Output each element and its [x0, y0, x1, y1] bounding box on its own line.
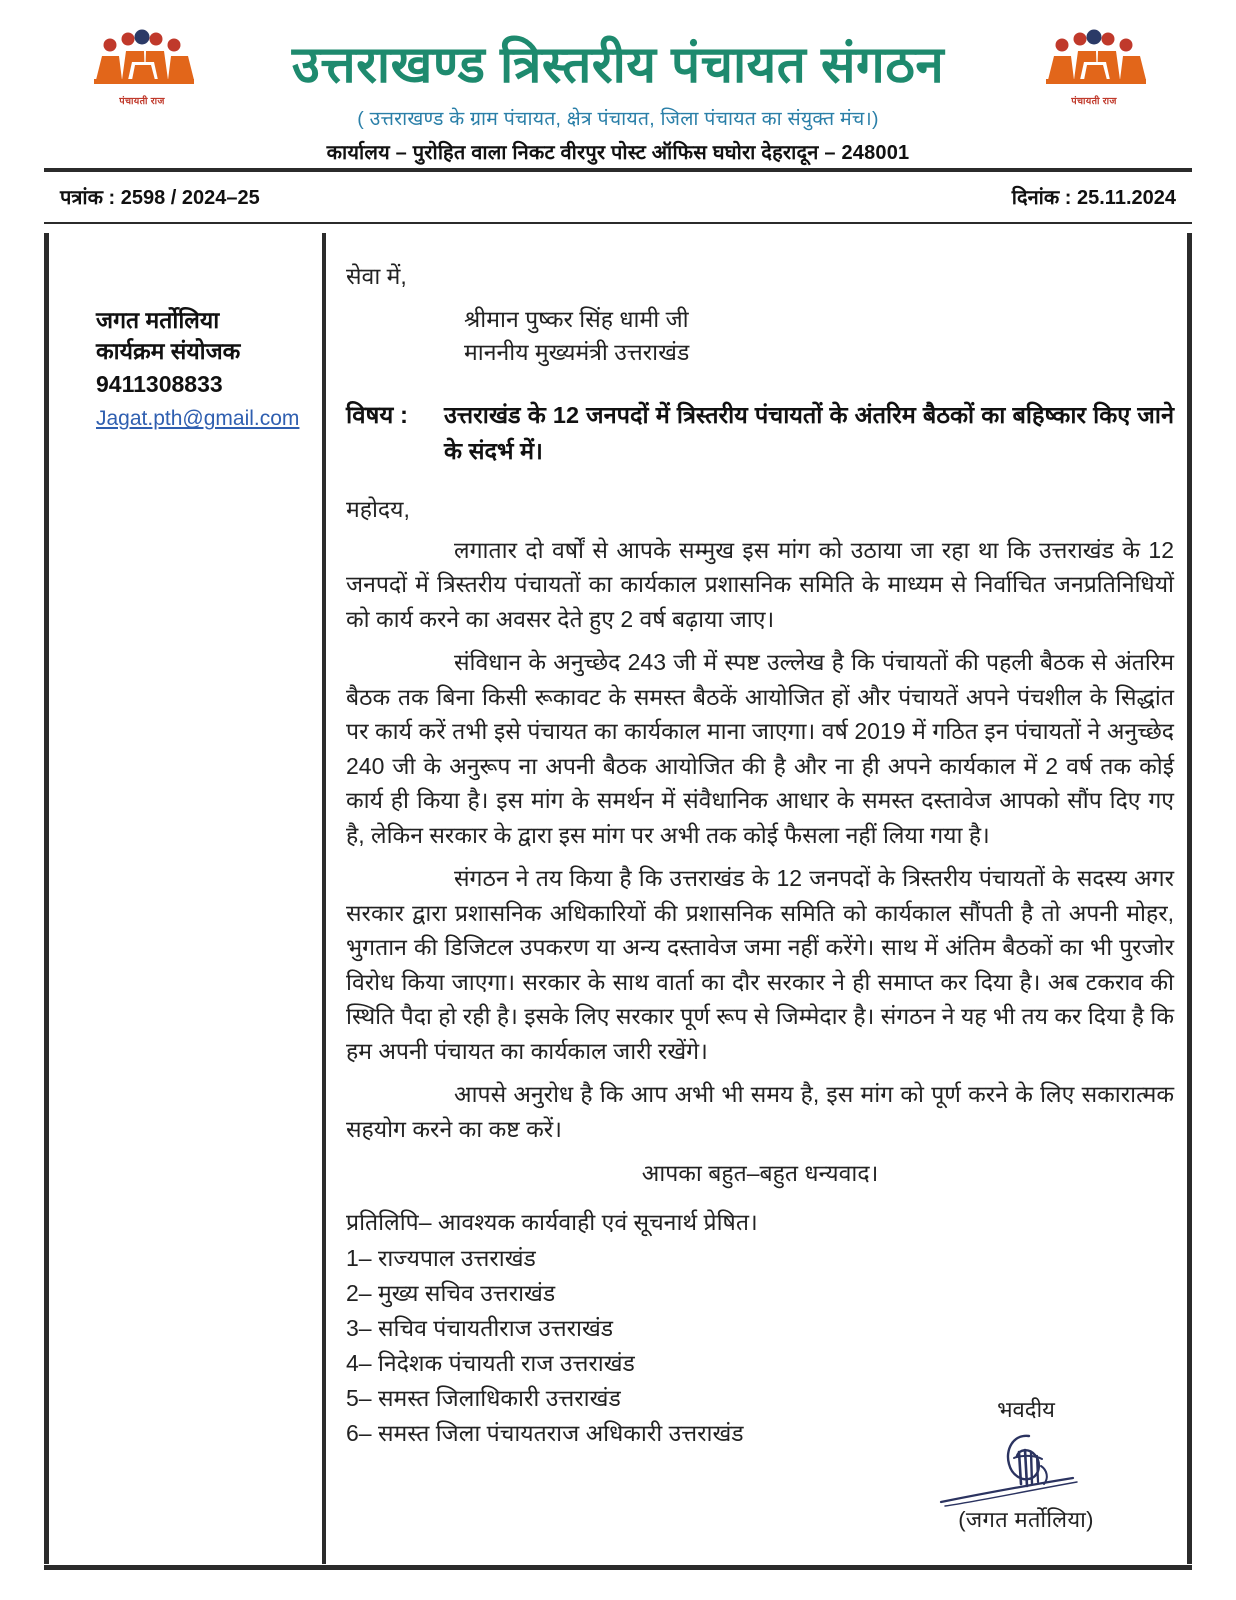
letter-number	[60, 183, 260, 210]
closing-salutation: भवदीय	[997, 1397, 1055, 1422]
salutation: महोदय,	[346, 495, 410, 522]
organization-address: कार्यालय – पुरोहित वाला निकट वीरपुर पोस्ट ऑफिस घघोरा देहरादून – 248001	[326, 141, 910, 164]
subject-block	[346, 398, 1174, 469]
addressee-line-2: माननीय मुख्यमंत्री उत्तराखंड	[464, 338, 690, 365]
header-rule-bottom	[44, 222, 1192, 224]
body-paragraph-3: संगठन ने तय किया है कि उत्तराखंड के 12 जनपदों के त्रिस्तरीय पंचायतों के सदस्य अगर सरकार द्वारा प्रशासनिक अधिकारियों की प्रशासनिक समिति को कार्यकाल सौंपती है तो अपनी मोहर, भुगतान की डिजिटल उपकरण या अन्य दस्तावेज जमा नहीं करेंगे। साथ में अंतिम बैठकों का भी पुरजोर विरोध किया जाएगा। सरकार के साथ वार्ता का दौर सरकार ने ही समाप्त कर दिया है। अब टकराव की स्थिति पैदा हो रही है। इसके लिए सरकार पूर्ण रूप से जिम्मेदार है। संगठन ने यह भी तय कर दिया है कि हम अपनी पंचायत का कार्यकाल जारी रखेंगे।	[346, 865, 1174, 1064]
panchayati-raj-emblem-icon	[1040, 28, 1148, 98]
panchayati-raj-logo-left	[88, 28, 196, 106]
body-paragraph-2: संविधान के अनुच्छेद 243 जी में स्पष्ट उल्लेख है कि पंचायतों की पहली बैठक से अंतरिम बैठक तक बिना किसी रूकावट के समस्त बैठकें आयोजित हों और पंचायतें अपने पंचशील के सिद्धांत पर कार्य करें तभी इसे पंचायत का कार्यकाल माना जाएगा। वर्ष 2019 में गठित इन पंचायतों ने अनुच्छेद 240 जी के अनुरूप ना अपनी बैठक आयोजित की है और ना ही अपने कार्यकाल में 2 वर्ष तक कोई कार्य ही किया है। इस मांग के समर्थन में संवैधानिक आधार के समस्त दस्तावेज आपको सौंप दिए गए है, लेकिन सरकार के द्वारा इस मांग पर अभी तक कोई फैसला नहीं लिया गया है।	[346, 649, 1174, 848]
copy-list-item: 1– राज्यपाल उत्तराखंड	[346, 1244, 536, 1271]
logo-caption: पंचायती राज	[1071, 96, 1117, 107]
letter-number-label: पत्रांक :	[60, 186, 116, 209]
panchayati-raj-logo-right	[1040, 28, 1148, 106]
contact-name: जगत मर्तोलिया	[96, 307, 220, 333]
column-divider	[322, 233, 326, 1564]
letter-number-value: 2598 / 2024–25	[120, 186, 260, 209]
addressee-block	[464, 303, 1174, 368]
copy-list-item: 6– समस्त जिला पंचायतराज अधिकारी उत्तराखंड	[346, 1419, 744, 1446]
organization-title: उत्तराखण्ड त्रिस्तरीय पंचायत संगठन	[291, 36, 945, 93]
letter-date-value: 25.11.2024	[1077, 186, 1176, 209]
copy-to-heading: प्रतिलिपि– आवश्यक कार्यवाही एवं सूचनार्थ प्रेषित।	[346, 1208, 758, 1235]
header-rule-top	[44, 168, 1192, 172]
letterhead-header	[0, 0, 1236, 164]
contact-sidebar	[52, 233, 314, 434]
to-line: सेवा में,	[346, 263, 407, 289]
panchayati-raj-emblem-icon	[88, 28, 196, 98]
contact-phone: 9411308833	[96, 371, 223, 398]
letter-date	[1012, 183, 1176, 210]
thanks-line: आपका बहुत–बहुत धन्यवाद।	[641, 1160, 879, 1187]
contact-role: कार्यक्रम संयोजक	[96, 338, 241, 365]
letter-meta-row	[60, 176, 1176, 216]
copy-list-item: 2– मुख्य सचिव उत्तराखंड	[346, 1279, 556, 1306]
handwritten-signature-icon	[901, 1422, 1151, 1510]
letter-body	[330, 233, 1184, 1450]
body-paragraph-1: लगातार दो वर्षों से आपके सम्मुख इस मांग को उठाया जा रहा था कि उत्तराखंड के 12 जनपदों में त्रिस्तरीय पंचायतों का कार्यकाल प्रशासनिक समिति के माध्यम से निर्वाचित जनप्रतिनिधियों को कार्य करने का अवसर देते हुए 2 वर्ष बढ़ाया जाए।	[346, 536, 1174, 632]
subject-text: उत्तराखंड के 12 जनपदों में त्रिस्तरीय पंचायतों के अंतरिम बैठकों का बहिष्कार किए जाने के संदर्भ में।	[444, 402, 1174, 465]
signatory-name: (जगत मर्तोलिया)	[958, 1507, 1094, 1532]
copy-list-item: 3– सचिव पंचायतीराज उत्तराखंड	[346, 1314, 614, 1341]
signature-block	[886, 1394, 1166, 1534]
footer-rule	[44, 1565, 1192, 1570]
logo-caption: पंचायती राज	[119, 96, 165, 107]
addressee-line-1: श्रीमान पुष्कर सिंह धामी जी	[464, 306, 689, 332]
copy-list-item: 4– निदेशक पंचायती राज उत्तराखंड	[346, 1349, 635, 1376]
organization-subtitle: ( उत्तराखण्ड के ग्राम पंचायत, क्षेत्र पंचायत, जिला पंचायत का संयुक्त मंच।)	[357, 107, 879, 130]
letter-date-label: दिनांक :	[1011, 186, 1072, 209]
copy-list-item: 5– समस्त जिलाधिकारी उत्तराखंड	[346, 1384, 621, 1411]
body-paragraph-4: आपसे अनुरोध है कि आप अभी भी समय है, इस मांग को पूर्ण करने के लिए सकारात्मक सहयोग करने का कष्ट करें।	[346, 1081, 1174, 1142]
contact-email-link[interactable]: Jagat.pth@gmail.com	[96, 407, 300, 431]
subject-label: विषय :	[346, 402, 409, 430]
